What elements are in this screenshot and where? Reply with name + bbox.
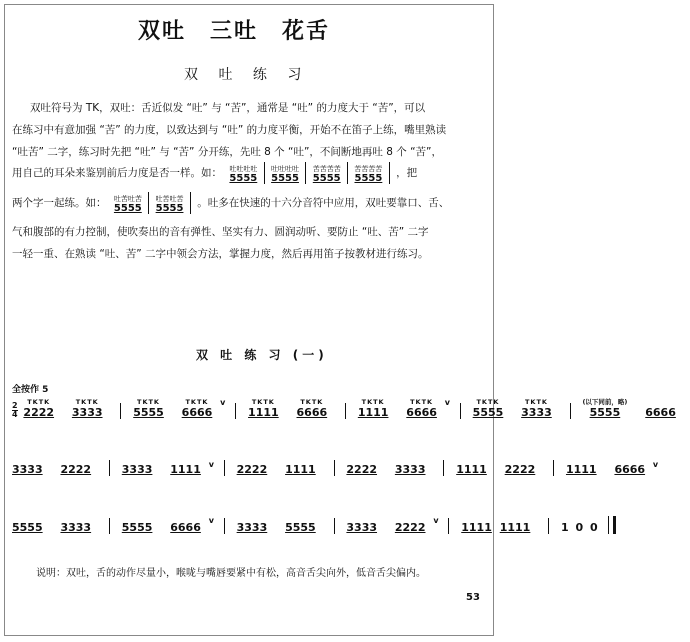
staff-row-1 xyxy=(12,398,676,419)
example-label: 吐苦吐苦 xyxy=(155,195,184,203)
barline xyxy=(334,460,335,476)
time-sig-bottom: 4 xyxy=(12,410,18,419)
barline xyxy=(264,162,265,184)
staff-row-3 xyxy=(12,516,598,534)
note-group: 0 xyxy=(590,521,598,534)
example-notes: 5555 xyxy=(271,173,299,184)
note-group: 1111 xyxy=(456,463,487,476)
barline xyxy=(109,518,110,534)
example-3 xyxy=(313,165,341,184)
note-group: 2222 xyxy=(60,463,92,476)
barline xyxy=(443,460,444,476)
time-sig-top: 2 xyxy=(12,401,18,410)
key-signature: 全按作 5 xyxy=(12,385,49,395)
intro-line-5-text: 两个字一起练。如： xyxy=(12,197,107,209)
example-notes: 5555 xyxy=(229,173,258,184)
barline xyxy=(460,403,461,419)
note-group: 2222 xyxy=(394,521,426,534)
example-label: 吐吐吐吐 xyxy=(229,165,258,173)
example-label: 吐苦吐苦 xyxy=(113,195,142,203)
note-group: 3333 xyxy=(346,521,378,534)
final-barline xyxy=(608,516,616,534)
intro-line-5 xyxy=(12,192,449,214)
barline xyxy=(345,403,346,419)
barline xyxy=(347,162,348,184)
breath-mark: v xyxy=(444,398,450,407)
intro-line-4-text: 用自己的耳朵来鉴别前后力度是否一样。如： xyxy=(12,167,222,179)
example-notes: 5555 xyxy=(113,203,142,214)
note-group: (以下同前，略) 5555 xyxy=(582,398,628,419)
barline xyxy=(570,403,571,419)
note-group: 2222 xyxy=(504,463,536,476)
note-group: TKTK 3333 xyxy=(71,398,103,419)
intro-line-4-end: ，把 xyxy=(396,167,418,179)
note-group: TKTK 1111 xyxy=(248,398,279,419)
example-notes: 5555 xyxy=(312,173,341,184)
barline xyxy=(334,518,335,534)
note-group: TKTK 6666 xyxy=(181,398,213,419)
intro-line-2: 在练习中有意加强 “苦” 的力度，以致达到与 “吐” 的力度平衡，开始不在笛子上练，嘴里熟读 xyxy=(12,124,447,136)
footnote: 说明：双吐，舌的动作尽量小，喉咙与嘴唇要紧中有松，高音舌尖向外，低音舌尖偏内。 xyxy=(36,568,426,579)
barline xyxy=(389,162,390,184)
note-group: 1111 xyxy=(285,463,316,476)
barline xyxy=(448,518,449,534)
note-group: 6666 xyxy=(614,463,646,476)
exercise-title: 双 吐 练 习 (一) xyxy=(196,348,328,362)
note-group: 2222 xyxy=(346,463,378,476)
breath-mark: v xyxy=(208,516,214,525)
note-group: TKTK 6666 xyxy=(296,398,328,419)
intro-line-7: 一轻一重、在熟读 “吐、苦” 二字中领会方法，掌握力度，然后再用笛子按教材进行练习。 xyxy=(12,248,429,260)
note-group: TKTK 1111 xyxy=(357,398,389,419)
note-group: 1111 xyxy=(565,463,597,476)
note-group: 3333 xyxy=(236,521,268,534)
breath-mark: v xyxy=(208,460,214,469)
note-group: 1111 xyxy=(461,521,492,534)
note-group: TKTK 5555 xyxy=(472,398,504,419)
note-group: 5555 xyxy=(285,521,316,534)
example-4 xyxy=(354,165,382,184)
note-group: 1 xyxy=(561,521,569,534)
example-6 xyxy=(156,195,184,214)
example-2 xyxy=(271,165,299,184)
breath-mark: v xyxy=(652,460,659,469)
example-label: 吐吐吐吐 xyxy=(271,165,300,173)
note-group: 6666 xyxy=(170,521,201,534)
note-group: TKTK 6666 xyxy=(406,398,437,419)
barline xyxy=(224,460,225,476)
page-number: 53 xyxy=(466,592,480,603)
note-group: 0 xyxy=(575,521,584,534)
breath-mark: v xyxy=(433,516,439,525)
note-group: 5555 xyxy=(121,521,153,534)
example-label: 苦苦苦苦 xyxy=(354,165,383,173)
time-signature xyxy=(12,402,18,419)
staff-row-2 xyxy=(12,460,659,476)
section-title: 双 吐 练 习 xyxy=(184,67,310,83)
intro-line-6: 气和腹部的有力控制，使吹奏出的音有弹性、坚实有力、圆润动听、要防止 “吐、苦” 二字 xyxy=(12,226,429,238)
note-group: 1111 xyxy=(499,521,531,534)
note-group: 3333 xyxy=(394,463,426,476)
intro-line-5-end: 。吐多在快速的十六分音符中应用，双吐要靠口、舌、 xyxy=(197,197,450,209)
intro-line-1: 双吐符号为 TK，双吐：舌近似发 “吐” 与 “苦”，通常是 “吐” 的力度大于 “苦”，可以 xyxy=(30,102,426,114)
note-group: 5555 xyxy=(12,521,43,534)
barline xyxy=(120,403,121,419)
example-label: 苦苦苦苦 xyxy=(312,165,341,173)
note-group: 3333 xyxy=(12,463,43,476)
note-group: 3333 xyxy=(121,463,153,476)
barline xyxy=(548,518,549,534)
barline xyxy=(553,460,554,476)
intro-line-4 xyxy=(12,162,417,184)
intro-line-3: “吐苦” 二字，练习时先把 “吐” 与 “苦” 分开练，先吐 8 个 “吐”，不间断地再吐 8 个 “苦”， xyxy=(12,146,442,158)
example-5 xyxy=(114,195,142,214)
note-group: 2222 xyxy=(236,463,268,476)
barline xyxy=(305,162,306,184)
example-notes: 5555 xyxy=(155,203,184,214)
note-group: 6666 xyxy=(645,406,676,419)
barline xyxy=(148,192,149,214)
note-group: TKTK 3333 xyxy=(521,398,552,419)
barline xyxy=(235,403,236,419)
example-1 xyxy=(229,165,257,184)
example-notes: 5555 xyxy=(354,173,383,184)
note-group: 1111 xyxy=(170,463,201,476)
note-group: TKTK 2222 xyxy=(23,398,55,419)
barline xyxy=(109,460,110,476)
breath-mark: v xyxy=(220,398,226,407)
barline xyxy=(224,518,225,534)
barline xyxy=(190,192,191,214)
note-group: TKTK 5555 xyxy=(133,398,164,419)
main-title: 双吐 三吐 花舌 xyxy=(138,18,331,44)
note-group: 3333 xyxy=(60,521,92,534)
